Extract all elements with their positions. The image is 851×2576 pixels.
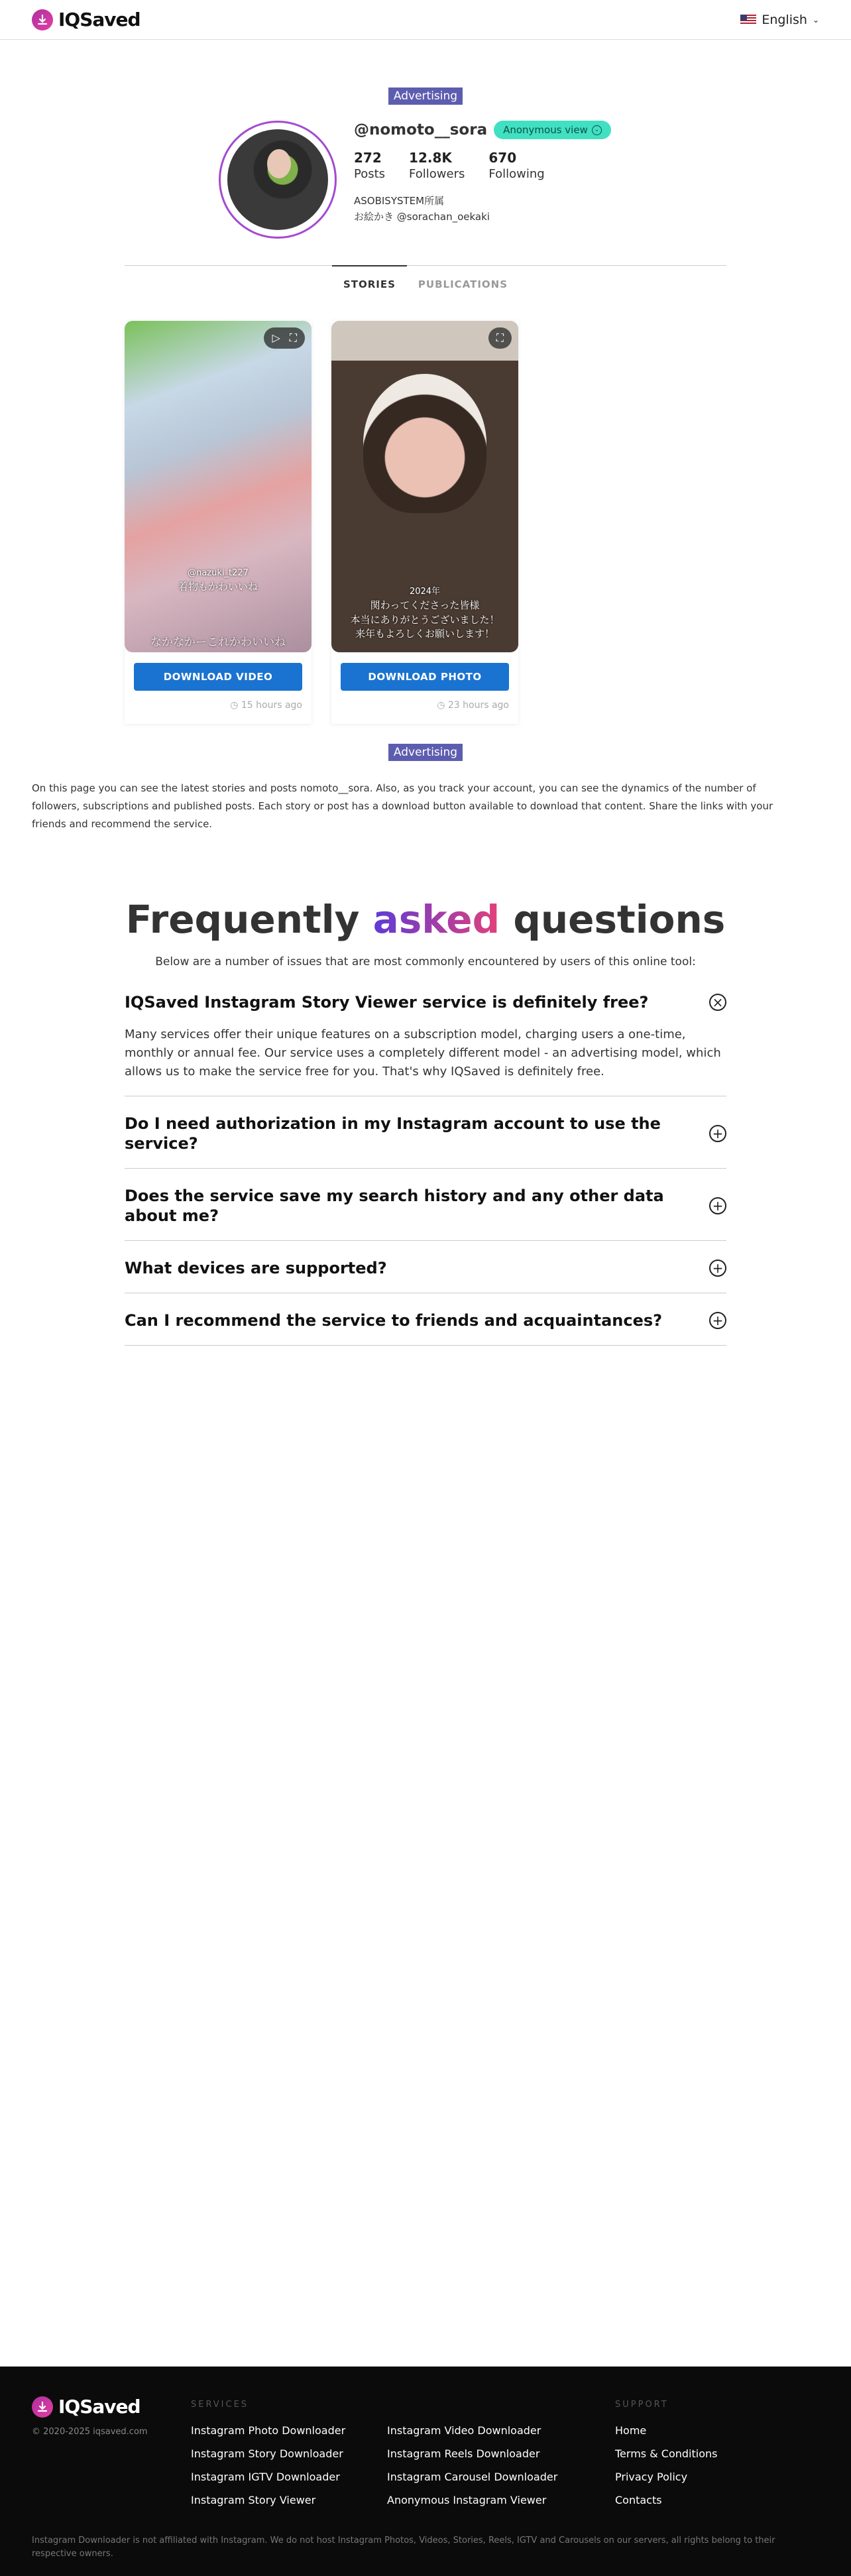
stat-posts [354,150,385,181]
faq-question-row[interactable] [125,1311,726,1330]
content-tabs [125,265,726,302]
faq-title [0,897,851,942]
language-select[interactable] [740,13,819,27]
footer-link[interactable]: Instagram Reels Downloader [387,2447,540,2460]
footer-link[interactable]: Instagram Photo Downloader [191,2424,346,2437]
overlay-line: 着物もかわいいね [178,580,258,593]
brand-name: IQSaved [58,9,141,30]
logo[interactable] [32,9,141,30]
footer-link-terms[interactable]: Terms & Conditions [615,2447,718,2460]
stat-value: 670 [488,150,517,166]
faq-title-accent: asked [372,897,500,942]
ad-label[interactable]: Advertising [388,88,463,105]
footer-link-contacts[interactable]: Contacts [615,2494,662,2506]
faq-item [125,1293,726,1346]
download-icon [32,2396,53,2418]
faq-question-row[interactable] [125,1258,726,1278]
faq-question: Does the service save my search history and any other data about me? [125,1186,664,1225]
footer-link[interactable]: Anonymous Instagram Viewer [387,2494,547,2506]
us-flag-icon [740,15,756,25]
media-controls [488,327,512,349]
stories-grid [125,321,726,724]
footer-link-home[interactable]: Home [615,2424,647,2437]
page-description: On this page you can see the latest stories and posts nomoto__sora. Also, as you track your account, you can see the dynamics of the number of followers, subscriptions and published posts. Each story or post has a download button available to download that content. Share the links with your friends and recommend the service. [32,782,773,830]
clock-icon: ◷ [230,700,239,711]
overlay-line: 来年もよろしくお願いします！ [355,628,494,640]
faq-item [125,1241,726,1293]
stat-followers [409,150,465,181]
faq-item [125,1096,726,1169]
faq-question: What devices are supported? [125,1258,387,1277]
faq-subtitle: Below are a number of issues that are most commonly encountered by users of this online tool: [155,955,696,968]
faq-list [125,986,726,1346]
username: @nomoto__sora [354,121,488,139]
faq-question: Do I need authorization in my Instagram account to use the service? [125,1114,661,1153]
tab-stories[interactable]: STORIES [332,265,407,302]
profile-stats [354,150,632,181]
bio-line: ASOBISYSTEM所属 [354,195,445,207]
media-controls [264,327,305,349]
faq-question-row[interactable] [125,1114,726,1153]
footer-link[interactable]: Instagram Video Downloader [387,2424,541,2437]
story-photo-preview[interactable] [331,321,518,652]
plus-circle-icon[interactable]: + [709,1197,726,1214]
faq-question: IQSaved Instagram Story Viewer service is definitely free? [125,993,649,1012]
fullscreen-icon[interactable]: ⛶ [289,331,297,344]
language-label: English [762,12,807,27]
stat-label: Followers [409,167,465,181]
story-card [331,321,518,724]
chevron-down-icon: ⌄ [812,15,819,25]
faq-question: Can I recommend the service to friends and acquaintances? [125,1311,663,1330]
footer-support-title: SUPPORT [615,2400,669,2410]
faq-question-row[interactable] [125,992,726,1012]
download-photo-button[interactable]: DOWNLOAD PHOTO [341,663,509,691]
footer-brand-name: IQSaved [58,2396,141,2418]
plus-circle-icon[interactable]: + [709,1312,726,1329]
download-icon [32,9,53,30]
story-time-label: 15 hours ago [241,700,302,711]
faq-item [125,1169,726,1241]
footer-services-title: SERVICES [191,2400,249,2410]
footer-link[interactable]: Instagram Carousel Downloader [387,2471,558,2483]
site-header [0,0,851,40]
faq-title-start: Frequently [125,897,360,942]
footer-services [191,2396,615,2506]
story-time-label: 23 hours ago [447,700,509,711]
overlay-line: 2024年 [409,587,441,597]
stat-following [488,150,544,181]
faq-title-end: questions [513,897,726,942]
footer-link[interactable]: Instagram Story Downloader [191,2447,343,2460]
stat-label: Following [488,167,545,181]
faq-item [125,986,726,1096]
footer-logo[interactable] [32,2396,191,2418]
story-overlay-text [125,567,312,595]
story-card [125,321,312,724]
stat-label: Posts [354,167,386,181]
footer-copyright: © 2020-2025 iqsaved.com [32,2427,148,2437]
overlay-line: @nazuki_t227 [188,568,249,578]
anonymous-view-label: Anonymous view [503,124,588,136]
bio-line: お絵かき @sorachan_oekaki [354,211,490,223]
play-icon[interactable]: ▷ [272,331,280,344]
stat-value: 272 [354,150,382,166]
footer-link-privacy[interactable]: Privacy Policy [615,2471,688,2483]
download-video-button[interactable]: DOWNLOAD VIDEO [134,663,302,691]
story-overlay-text [331,586,518,642]
faq-answer: Many services offer their unique features on a subscription model, charging users a one-time, monthly or annual fee. Our service uses a completely different model - an advertising model, which allows us to make the service free for you. That's why IQSaved is definitely free. [125,1027,721,1079]
profile-header [0,121,851,239]
avatar-ring [219,121,337,239]
tab-publications[interactable]: PUBLICATIONS [418,278,508,290]
footer-link[interactable]: Instagram IGTV Downloader [191,2471,340,2483]
avatar [227,129,328,230]
footer-brand [32,2396,191,2506]
profile-info [354,121,632,239]
site-footer [0,2367,851,2576]
story-time [331,700,509,711]
ad-label[interactable]: Advertising [388,744,463,761]
story-photo-subject [363,374,486,513]
plus-circle-icon[interactable]: + [709,1259,726,1277]
anonymous-view-badge[interactable] [494,121,611,139]
profile-bio [354,193,632,225]
story-video-preview[interactable] [125,321,312,652]
footer-support [615,2396,717,2506]
overlay-line: 本当にありがとうございました！ [350,613,500,626]
plus-circle-icon[interactable]: + [709,1125,726,1142]
fullscreen-icon[interactable]: ⛶ [496,331,504,344]
story-time [125,700,302,711]
footer-link[interactable]: Instagram Story Viewer [191,2494,316,2506]
chevron-circle-icon: ⌄ [592,125,602,135]
stat-value: 12.8K [409,150,452,166]
overlay-line: 関わってくださった皆様 [370,599,480,611]
footer-disclaimer: Instagram Downloader is not affiliated with Instagram. We do not host Instagram Photos, Videos, Stories, Reels, IGTV and Carousels on our servers, all rights belong to their respective owners. [32,2536,775,2559]
clock-icon: ◷ [437,700,445,711]
faq-question-row[interactable] [125,1186,726,1226]
overlay-bottom-text: なかなかーこれかわいいね [150,636,286,650]
close-circle-icon[interactable]: × [709,994,726,1011]
